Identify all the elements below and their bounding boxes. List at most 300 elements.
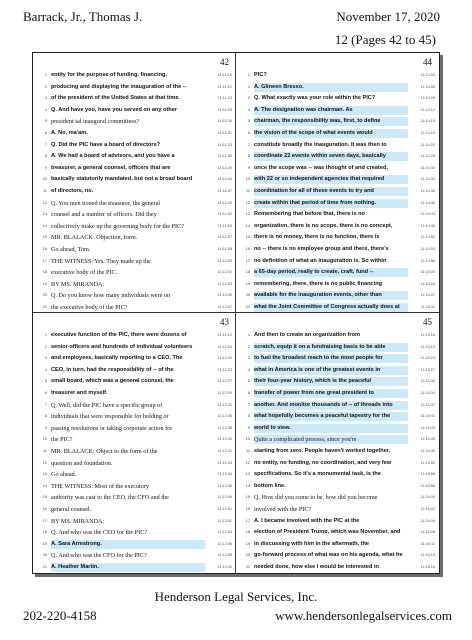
line-number: 21 [245,304,250,309]
timestamp: 11:15:34 [420,390,435,395]
line-text: Go ahead, Tom. [51,245,91,253]
transcript-line [236,365,438,377]
transcript-line [236,221,438,233]
timestamp: 11:14:33 [420,177,435,182]
line-number: 20 [42,553,47,558]
line-number: 1 [247,333,250,337]
transcript-line [33,116,235,128]
transcript-line [236,244,438,256]
timestamp: 11:14:46 [420,223,435,228]
line-number: 14 [42,223,47,228]
line-number: 16 [245,246,250,251]
line-text: MR. BLALACK: Objection, form. [51,234,138,242]
transcript-line [33,527,235,539]
transcript-line [236,469,438,481]
line-text: A. Glineen Bresso. [254,83,408,92]
transcript-line [236,446,438,458]
line-number: 9 [247,165,250,170]
transcript-line [33,504,235,516]
line-text: no definition of what an inauguration is. So within [254,257,387,264]
timestamp: 11:14:43 [420,212,435,217]
transcript-line [33,93,235,105]
transcript-line [33,434,235,446]
transcript-lines [236,330,438,572]
timestamp: 11:15:23 [420,356,435,361]
line-text: of the president of the United States at that time. [51,95,180,102]
line-number: 6 [247,130,250,135]
timestamp: 11:11:44 [217,177,232,182]
line-number: 7 [247,142,250,147]
timestamp: 11:12:49 [217,495,232,500]
transcript-line [33,256,235,268]
line-number: 17 [245,258,250,263]
timestamp: 11:11:36 [217,154,232,159]
timestamp: 11:12:12 [217,333,232,337]
timestamp: 11:12:16 [217,344,232,349]
line-text: individuals that were responsible for holding or [51,413,169,421]
line-number: 3 [44,356,47,361]
timestamp: 11:14:06 [420,84,435,89]
transcript-line [33,400,235,412]
line-number: 18 [42,530,47,535]
line-text: treasurer and myself. [51,389,108,396]
transcript-line [33,221,235,233]
transcript-line [236,353,438,365]
line-text: what hopefully becomes a peaceful tapestry for the [254,412,408,421]
timestamp: 11:11:19 [217,73,232,77]
transcript-line [236,151,438,163]
timestamp: 11:14:15 [420,119,435,124]
line-text: with 22 or so independent agencies that required [254,175,408,184]
line-number: 4 [247,107,250,112]
timestamp: 11:15:19 [420,344,435,349]
timestamp: 11:16:08 [420,530,435,535]
timestamp: 11:14:53 [420,246,435,251]
timestamp: 11:14:19 [420,130,435,135]
line-text: no entity, no funding, no coordination, and very few [254,459,392,466]
transcript-line [33,353,235,365]
line-text: Q. And who was the CFO for the PIC? [51,552,147,560]
line-number: 6 [44,130,47,135]
line-text: Q. Do you know how many individuals were on [51,292,171,300]
transcript-line [33,151,235,163]
timestamp: 11:11:55 [217,223,232,228]
timestamp: 11:12:23 [217,367,232,372]
line-number: 4 [247,367,250,372]
transcript-line [236,411,438,423]
timestamp: 11:12:29 [217,390,232,395]
timestamp: 11:15:58 [420,483,435,488]
line-number: 15 [42,495,47,500]
line-number: 5 [44,379,47,384]
timestamp: 11:12:20 [217,356,232,361]
line-text: coordination for all of these events to try and [254,187,408,196]
line-text: producing and displaying the inauguration of the -- [51,83,187,90]
page-number: 44 [423,57,432,67]
timestamp: 11:13:00 [217,564,232,569]
timestamp: 11:15:45 [420,437,435,442]
line-text: coordinate 22 events within seven days, basically [254,152,408,161]
line-text: A. No, ma'am. [51,129,88,136]
transcript-line [33,458,235,470]
line-text: go-forward process of what was on his agenda, what he [254,552,403,559]
transcript-line [33,423,235,435]
transcript-line [236,400,438,412]
timestamp: 11:11:33 [217,142,232,147]
line-text: a 65-day period, really to create, craft, fund -- [254,268,408,277]
timestamp: 11:11:47 [217,188,232,193]
line-text: THE WITNESS: Yes. They made up the [51,257,151,265]
line-text: scratch, equip it on a fundraising basis to be able [254,343,408,352]
transcript-line [236,550,438,562]
deponent-name: Barrack, Jr., Thomas J. [23,9,143,24]
line-text: MR. BLALACK: Object to the form of the [51,447,158,455]
timestamp: 11:14:30 [420,165,435,170]
transcript-line [33,365,235,377]
line-text: Q. What exactly was your role within the PIC? [254,95,376,102]
line-number: 15 [245,495,250,500]
line-text: there is no money, there is no function, there is [254,234,380,241]
timestamp: 11:11:52 [217,212,232,217]
line-number: 2 [44,344,47,349]
line-number: 1 [44,333,47,337]
line-number: 7 [44,142,47,147]
line-text: available for the inauguration events, other than [254,291,408,300]
line-number: 16 [42,506,47,511]
line-text: their four-year history, which is the peaceful [254,377,408,386]
transcript-line [33,290,235,302]
timestamp: 11:11:21 [217,84,232,89]
transcript-line [33,244,235,256]
timestamp: 11:15:07 [420,293,435,298]
line-text: in discussing with him in the aftermath, the [254,540,369,547]
line-text: starting from zero. People haven't worked together, [254,447,391,454]
line-number: 6 [44,390,47,395]
line-text: basically statutorily mandated, but not a broad board [51,176,193,183]
line-text: transfer of power from one great president to [254,389,408,398]
transcript-line [236,140,438,152]
timestamp: 11:15:30 [420,379,435,384]
line-text: the executive body of the PIC? [51,303,128,311]
line-number: 11 [246,448,250,453]
transcript-line [236,388,438,400]
line-number: 11 [43,448,47,453]
line-number: 3 [247,96,250,101]
line-text: executive function of the PIC, there were dozens of [51,332,187,338]
line-number: 13 [42,472,47,477]
line-number: 19 [245,281,250,286]
line-text: authority was cast to the CEO, the CFO and the [51,494,169,502]
transcript-line [33,70,235,82]
timestamp: 11:14:56 [420,258,435,263]
transcript-line [33,550,235,562]
page-number: 42 [220,57,229,67]
line-number: 17 [42,258,47,263]
page-range: 12 (Pages 42 to 45) [334,32,436,47]
timestamp: 11:12:56 [217,541,232,546]
timestamp: 11:15:11 [420,304,435,309]
timestamp: 11:15:00 [420,270,435,275]
line-number: 16 [245,506,250,511]
transcript-page-bottom-left [33,313,235,572]
line-number: 14 [245,223,250,228]
line-number: 9 [44,425,47,430]
line-number: 11 [246,188,250,193]
line-number: 4 [44,367,47,372]
line-text: A. We had a board of advisors, and you have a [51,153,175,160]
phone-number: 202-220-4158 [23,608,97,623]
page-number: 43 [220,317,229,327]
line-text: passing resolutions or taking corporate action for [51,424,173,432]
line-number: 3 [44,96,47,101]
line-text: CEO, in turn, had the responsibility of -- of the [51,366,174,373]
timestamp: 11:15:49 [420,448,435,453]
line-number: 2 [247,344,250,349]
transcript-line [236,174,438,186]
line-number: 10 [42,437,47,442]
line-text: Q. Did the PIC have a board of directors? [51,141,161,148]
transcript-line [236,423,438,435]
line-text: PIC? [254,72,267,78]
timestamp: 11:15:43 [420,425,435,430]
timestamp: 11:11:57 [217,235,232,240]
line-number: 12 [245,460,250,465]
line-text: to fuel the broadest reach to the most people for [254,354,408,363]
timestamp: 11:14:36 [420,188,435,193]
line-text: Q. You men tioned the treasurer, the general [51,199,161,207]
transcript-line [33,411,235,423]
line-text: Q. How did you come to be, how did you become [254,494,378,502]
timestamp: 11:12:35 [217,414,232,419]
website-link[interactable]: www.hendersonlegalservices.com [275,608,452,623]
line-text: Go ahead. [51,471,77,479]
line-text: Q. And who was the CEO for the PIC? [51,529,148,537]
line-text: world to view. [254,424,408,433]
transcript-line [236,209,438,221]
timestamp: 11:16:02 [420,506,435,511]
timestamp: 11:12:40 [217,437,232,442]
timestamp: 11:14:12 [420,107,435,112]
line-number: 13 [245,472,250,477]
line-number: 5 [44,119,47,124]
timestamp: 11:16:11 [420,541,435,546]
transcript-line [33,302,235,312]
timestamp: 11:12:54 [217,530,232,535]
timestamp: 11:12:58 [217,553,232,558]
timestamp: 11:11:58 [217,246,232,251]
timestamp: 11:12:51 [217,506,232,511]
line-number: 12 [245,200,250,205]
transcript-line [33,163,235,175]
transcript-line [33,128,235,140]
timestamp: 11:15:16 [420,333,435,337]
transcript-line [236,342,438,354]
line-text: question and foundation. [51,459,113,467]
line-text: no -- there is no employee group and there, there's [254,245,389,252]
line-text: Q. Well, did the PIC have a specific group of [51,401,163,409]
transcript-line [33,279,235,291]
transcript-line [33,105,235,117]
transcript-line [33,539,235,551]
line-number: 5 [247,379,250,384]
line-number: 8 [44,414,47,419]
line-text: bottom line. [254,482,286,489]
line-text: Q. And have you, have you served on any other [51,106,177,113]
line-text: senior officers and hundreds of individual volunteers [51,343,193,350]
transcript-line [33,562,235,572]
line-number: 18 [42,270,47,275]
timestamp: 11:12:41 [217,448,232,453]
line-number: 8 [247,414,250,419]
line-number: 18 [245,270,250,275]
transcript-line [236,198,438,210]
timestamp: 11:15:41 [420,414,435,419]
line-text: THE WITNESS: Most of the executory [51,482,150,490]
line-text: constitute broadly the inauguration. It was then to [254,141,387,148]
line-number: 2 [44,84,47,89]
line-text: of directors, no. [51,187,94,194]
transcript-line [236,516,438,528]
line-text: A. Sara Armstrong. [51,540,205,549]
transcript-line [33,232,235,244]
line-text: treasurer, a general counsel, officers that are [51,164,171,171]
line-text: another. And monitor thousands of -- of threads into [254,401,408,410]
transcript-line [33,481,235,493]
line-number: 14 [245,483,250,488]
line-text: general counsel. [51,505,92,513]
line-number: 10 [245,437,250,442]
line-text: BY MS. MIRANDA: [51,280,105,288]
line-number: 11 [43,188,47,193]
timestamp: 11:12:52 [217,518,232,523]
transcript-line [33,376,235,388]
line-number: 21 [245,564,250,569]
timestamp: 11:14:40 [420,200,435,205]
timestamp: 11:12:44 [217,472,232,477]
line-number: 7 [44,402,47,407]
transcript-line [236,256,438,268]
timestamp: 11:11:24 [217,96,232,101]
line-number: 10 [245,177,250,182]
transcript-line [33,388,235,400]
transcript-line [236,267,438,279]
transcript-line [236,128,438,140]
transcript-page-top-right [236,53,438,312]
timestamp: 11:15:37 [420,402,435,407]
timestamp: 11:11:40 [217,165,232,170]
line-number: 3 [247,356,250,361]
timestamp: 11:11:49 [217,200,232,205]
line-number: 12 [42,460,47,465]
transcript-line [236,290,438,302]
timestamp: 11:12:32 [217,402,232,407]
line-text: what in America is one of the greatest events in [254,366,408,375]
line-text: executive body of the PIC. [51,269,118,277]
line-text: Remembering that before that, there is no [254,211,365,218]
timestamp: 11:15:56 [420,472,435,477]
transcript-lines [33,330,235,572]
line-number: 21 [42,564,47,569]
line-text: Quite a complicated process, since you're [254,435,408,444]
timestamp: 11:11:28 [217,107,232,112]
timestamp: 11:11:31 [217,130,232,135]
line-number: 5 [247,119,250,124]
line-number: 20 [245,553,250,558]
transcript-line [236,105,438,117]
timestamp: 11:15:27 [420,367,435,372]
timestamp: 11:12:43 [217,460,232,465]
timestamp: 11:14:50 [420,235,435,240]
timestamp: 11:16:15 [420,553,435,558]
line-number: 17 [245,518,250,523]
transcript-line [236,93,438,105]
line-number: 13 [245,212,250,217]
timestamp: 11:14:26 [420,154,435,159]
transcript-line [236,186,438,198]
line-number: 9 [44,165,47,170]
line-number: 20 [42,293,47,298]
transcript-line [33,174,235,186]
line-number: 6 [247,390,250,395]
transcript-line [236,504,438,516]
transcript-line [33,469,235,481]
line-number: 10 [42,177,47,182]
line-text: what the Joint Committee of Congress actually does at [254,303,408,312]
line-number: 16 [42,246,47,251]
timestamp: 11:12:46 [217,483,232,488]
transcript-line [33,186,235,198]
line-text: entity for the purpose of funding, financing, [51,72,167,78]
line-text: BY MS. MIRANDA: [51,517,105,525]
timestamp: 11:12:38 [217,425,232,430]
transcript-line [236,527,438,539]
line-number: 13 [42,212,47,217]
deposition-date: November 17, 2020 [336,9,440,24]
transcript-line [33,492,235,504]
line-text: remembering, there, there is no public financing [254,280,383,287]
line-number: 19 [245,541,250,546]
line-number: 15 [245,235,250,240]
timestamp: 11:14:09 [420,96,435,101]
transcript-line [33,140,235,152]
timestamp: 11:16:18 [420,564,435,569]
line-number: 9 [247,425,250,430]
line-text: the PIC? [51,436,73,444]
line-text: the vision of the scope of what events would [254,129,408,138]
transcript-line [236,302,438,312]
transcript-line [33,446,235,458]
line-number: 19 [42,281,47,286]
line-text: small board, which was a general counsel, the [51,378,174,385]
line-text: organization, there is no scope, there is no concept, [254,222,393,229]
line-text: once the scope was -- was thought of and created, [254,164,388,171]
timestamp: 11:12:07 [217,304,232,309]
line-text: chairman, the responsibility was, first, to define [254,117,408,126]
line-number: 12 [42,200,47,205]
line-text: And then to create an organization from [254,332,360,338]
line-number: 18 [245,530,250,535]
transcript-line [236,279,438,291]
timestamp: 11:12:05 [217,293,232,298]
line-number: 20 [245,293,250,298]
transcript-line [33,82,235,94]
transcript-sheet [32,52,440,574]
line-text: A. I became involved with the PIC at the [254,517,360,524]
line-number: 19 [42,541,47,546]
timestamp: 11:16:00 [420,495,435,500]
timestamp: 11:12:03 [217,281,232,286]
line-number: 7 [247,402,250,407]
